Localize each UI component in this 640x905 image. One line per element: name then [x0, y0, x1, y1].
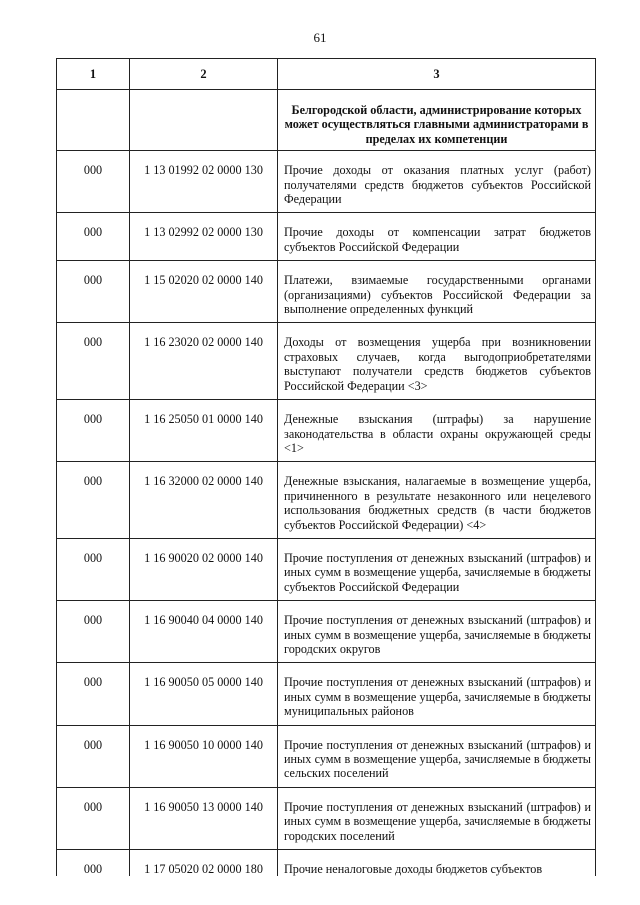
table-row [57, 400, 596, 462]
table-header-row [57, 59, 596, 90]
admin-code-cell: 000 [57, 725, 130, 787]
column-header-2: 2 [130, 59, 278, 90]
admin-code-cell: 000 [57, 601, 130, 663]
admin-code-cell: 000 [57, 261, 130, 323]
admin-code-cell: 000 [57, 538, 130, 600]
admin-code-cell [57, 90, 130, 151]
revenue-code-cell: 1 16 90050 10 0000 140 [130, 725, 278, 787]
revenue-code-cell: 1 16 25050 01 0000 140 [130, 400, 278, 462]
revenue-code-cell [130, 90, 278, 151]
revenue-code-cell: 1 15 02020 02 0000 140 [130, 261, 278, 323]
column-header-1: 1 [57, 59, 130, 90]
admin-code-cell: 000 [57, 151, 130, 213]
revenue-code-cell: 1 16 90050 05 0000 140 [130, 663, 278, 725]
table-row [57, 850, 596, 877]
revenue-code-cell: 1 16 32000 02 0000 140 [130, 462, 278, 539]
admin-code-cell: 000 [57, 663, 130, 725]
revenue-name-cell: Прочие доходы от оказания платных услуг (работ) получателями средств бюджетов субъектов Российской Федерации [278, 151, 596, 213]
admin-code-cell: 000 [57, 213, 130, 261]
table-row [57, 323, 596, 400]
page-number: 61 [313, 30, 327, 45]
revenue-code-cell: 1 16 90050 13 0000 140 [130, 787, 278, 849]
column-header-3: 3 [278, 59, 596, 90]
revenue-name-cell: Прочие доходы от компенсации затрат бюджетов субъектов Российской Федерации [278, 213, 596, 261]
table-row [57, 261, 596, 323]
admin-code-cell: 000 [57, 787, 130, 849]
table-row [57, 462, 596, 539]
revenue-name-cell: Прочие неналоговые доходы бюджетов субъектов [278, 850, 596, 877]
revenue-name-cell: Доходы от возмещения ущерба при возникновении страховых случаев, когда выгодоприобретателями выступают получатели средств бюджетов субъектов Российской Федерации <3> [278, 323, 596, 400]
table-row [57, 90, 596, 151]
revenue-code-cell: 1 16 90020 02 0000 140 [130, 538, 278, 600]
revenue-name-cell: Прочие поступления от денежных взысканий (штрафов) и иных сумм в возмещение ущерба, зачисляемые в бюджеты субъектов Российской Федерации [278, 538, 596, 600]
admin-code-cell: 000 [57, 850, 130, 877]
revenue-name-cell: Денежные взыскания, налагаемые в возмещение ущерба, причиненного в результате незаконного или нецелевого использования бюджетных средств (в части бюджетов субъектов Российской Федерации) <4> [278, 462, 596, 539]
table-row [57, 663, 596, 725]
revenue-code-cell: 1 16 90040 04 0000 140 [130, 601, 278, 663]
revenue-name-cell: Прочие поступления от денежных взысканий (штрафов) и иных сумм в возмещение ущерба, зачисляемые в бюджеты сельских поселений [278, 725, 596, 787]
admin-code-cell: 000 [57, 400, 130, 462]
revenue-name-cell: Прочие поступления от денежных взысканий (штрафов) и иных сумм в возмещение ущерба, зачисляемые в бюджеты городских поселений [278, 787, 596, 849]
revenue-name-cell: Белгородской области, администрирование которых может осуществляться главными администраторами в пределах их компетенции [278, 90, 596, 151]
table-body [57, 90, 596, 877]
revenue-name-cell: Прочие поступления от денежных взысканий (штрафов) и иных сумм в возмещение ущерба, зачисляемые в бюджеты городских округов [278, 601, 596, 663]
revenue-code-cell: 1 17 05020 02 0000 180 [130, 850, 278, 877]
table-row [57, 538, 596, 600]
table-row [57, 725, 596, 787]
revenue-name-cell: Прочие поступления от денежных взысканий (штрафов) и иных сумм в возмещение ущерба, зачисляемые в бюджеты муниципальных районов [278, 663, 596, 725]
revenue-code-cell: 1 13 02992 02 0000 130 [130, 213, 278, 261]
table-row [57, 151, 596, 213]
table-row [57, 213, 596, 261]
admin-code-cell: 000 [57, 462, 130, 539]
revenue-name-cell: Платежи, взимаемые государственными органами (организациями) субъектов Российской Федерации за выполнение определенных функций [278, 261, 596, 323]
revenue-code-cell: 1 16 23020 02 0000 140 [130, 323, 278, 400]
table-row [57, 787, 596, 849]
revenue-name-cell: Денежные взыскания (штрафы) за нарушение законодательства в области охраны окружающей среды <1> [278, 400, 596, 462]
revenue-codes-table [56, 58, 596, 876]
revenue-code-cell: 1 13 01992 02 0000 130 [130, 151, 278, 213]
table-row [57, 601, 596, 663]
admin-code-cell: 000 [57, 323, 130, 400]
